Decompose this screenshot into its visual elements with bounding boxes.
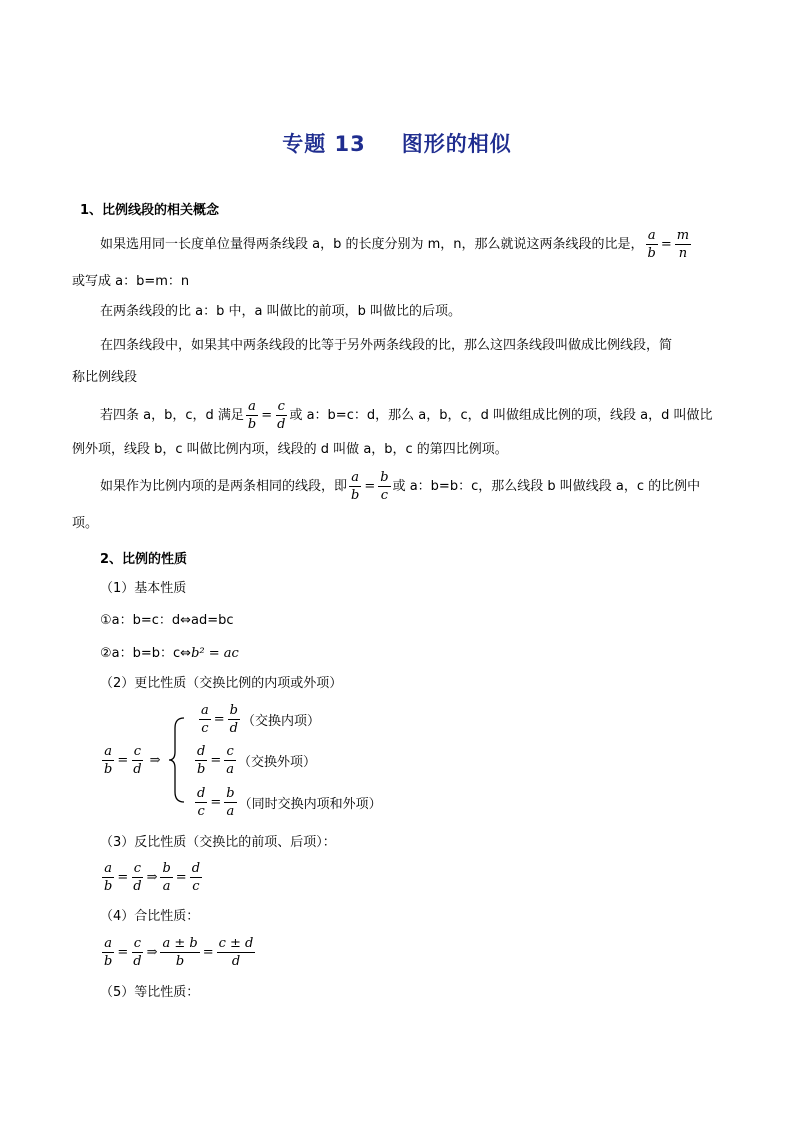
inverse-property-equation: $\frac{a}{b}$ = $\frac{c}{d}$ ⇒ $\frac{b}{a}$ = $\frac{d}{c}$ — [104, 861, 201, 894]
s1-paragraph-2: 在两条线段的比 a：b 中，a 叫做比的前项，b 叫做比的后项。 — [100, 304, 461, 319]
alt-row-3: $\frac{d}{c}$ = $\frac{b}{a}$ （同时交换内项和外项） — [197, 786, 382, 819]
s1-paragraph-4b: 例外项，线段 b，c 叫做比例内项，线段的 d 叫做 a，b，c 的第四比例项。 — [72, 442, 508, 457]
title-part1: 专题 13 — [282, 132, 366, 156]
alt-row-2: $\frac{d}{b}$ = $\frac{c}{a}$ （交换外项） — [197, 744, 317, 777]
s1-paragraph-5b: 项。 — [72, 516, 99, 531]
basic-property-1: ①a：b=c：d⇔ad=bc — [100, 613, 234, 628]
alt-row-1: $\frac{a}{c}$ = $\frac{b}{d}$ （交换内项） — [201, 703, 321, 736]
basic-property-2: ②a：b=b：c⇔b² = ac — [100, 646, 239, 661]
s1-paragraph-1b: 或写成 a：b=m：n — [72, 274, 190, 289]
alt-left-equation: $\frac{a}{b}$ = $\frac{c}{d}$ ⇒ — [104, 744, 161, 777]
s1-p1-text: 如果选用同一长度单位量得两条线段 a，b 的长度分别为 m，n，那么就说这两条线段的比是， — [100, 236, 644, 252]
s1-paragraph-1: 如果选用同一长度单位量得两条线段 a，b 的长度分别为 m，n，那么就说这两条线段的比是， $\frac{a}{b}$ = $\frac{m}{n}$ — [100, 228, 690, 261]
s1-paragraph-3b: 称比例线段 — [72, 370, 138, 385]
section-1-heading: 1、比例线段的相关概念 — [80, 203, 220, 218]
additive-property-label: （4）合比性质： — [100, 909, 200, 924]
s1-paragraph-5: 如果作为比例内项的是两条相同的线段，即 $\frac{a}{b}$ = $\frac{b}{c}$ 或 a：b=b：c，那么线段 b 叫做线段 a，c 的比例中 — [100, 470, 701, 503]
alternate-property-label: （2）更比性质（交换比例的内项或外项） — [100, 676, 343, 691]
inverse-property-label: （3）反比性质（交换比的前项、后项）： — [100, 835, 336, 850]
s1-paragraph-4: 若四条 a，b，c，d 满足 $\frac{a}{b}$ = $\frac{c}{d}$ 或 a：b=c：d，那么 a，b，c，d 叫做组成比例的项，线段 a，d 叫做比 — [100, 399, 713, 432]
additive-property-equation: $\frac{a}{b}$ = $\frac{c}{d}$ ⇒ $\frac{a \pm b}{b}$ = $\frac{c \pm d}{d}$ — [104, 936, 254, 969]
section-2-heading: 2、比例的性质 — [100, 552, 188, 567]
page-title — [0, 128, 794, 158]
fraction-m-over-n: $\frac{m}{n}$ — [676, 228, 690, 261]
basic-property-label: （1）基本性质 — [100, 581, 187, 596]
title-part2: 图形的相似 — [401, 132, 512, 156]
s1-paragraph-3a: 在四条线段中，如果其中两条线段的比等于另外两条线段的比，那么这四条线段叫做成比例线段，简 — [100, 338, 673, 353]
equal-ratio-property-label: （5）等比性质： — [100, 985, 200, 1000]
fraction-a-over-b: $\frac{a}{b}$ — [647, 228, 656, 261]
left-brace-icon — [167, 716, 187, 804]
